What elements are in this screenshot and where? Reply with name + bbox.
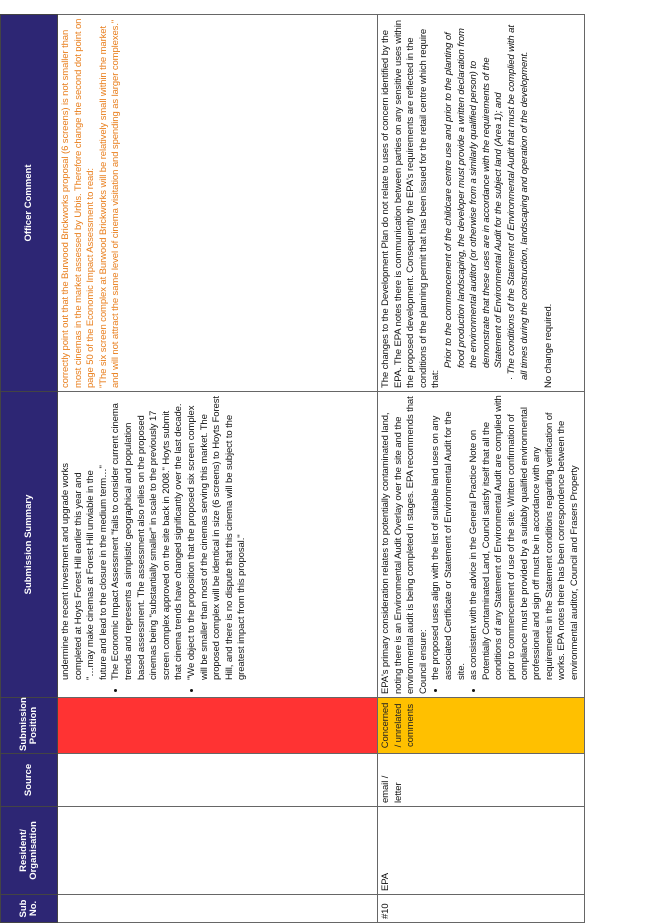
sub-no-cell bbox=[58, 895, 378, 923]
summary-bullets bbox=[430, 395, 581, 694]
summary-bullets bbox=[110, 395, 249, 694]
summary-bullet: • "We object to the proposition that the proposed six screen complex will be smaller than most of the cinemas serving this market. The proposed complex will be identical in size (6 screens) to Hoyts Forest Hill, and there is no dispute that this cinema will be subject to the greatest impact from this proposal." bbox=[186, 395, 249, 680]
comment-quote: "The six screen complex at Burwood Brickworks will be relatively small within the market and will not attract the same level of cinema visitation and spending as larger complexes." bbox=[97, 19, 122, 388]
comment-condition: Prior to the commencement of the childcare centre use and prior to the planting of food production landscaping, the developer must provide a written declaration from the environmental auditor (or otherwise from a similarly qualified person) to demonstrate that these uses are in accordance with the requirements of the Statement of Environmental Audit for the subject land (Area 1); and bbox=[442, 28, 505, 368]
summary-line: future and lead to the closure in the medium term…" bbox=[97, 465, 109, 680]
summary-cell bbox=[58, 392, 378, 698]
col-header-summary: Submission Summary bbox=[1, 392, 58, 698]
position-cell bbox=[58, 698, 378, 754]
col-header-resident: Resident/ Organisation bbox=[1, 807, 58, 895]
summary-bullet: • the proposed uses align with the list of suitable land uses on any associated Certificate or Statement of Environmental Audit for the site. bbox=[430, 395, 468, 680]
summary-line: "…may make cinemas at Forest Hill unviable in the bbox=[85, 470, 97, 680]
position-cell: Concerned / unrelated comments bbox=[378, 698, 585, 754]
summary-bullet: • The Economic Impact Assessment "fails to consider current cinema trends and represents a simplistic geographical and population based assessment. The assessment also relies on the proposed cinemas being "substantially smaller" in scale to the previously 17 screen complex approved on the site back in 2008." Hoyts submit that cinema trends have changed significantly over the last decade. bbox=[110, 395, 186, 680]
col-header-position: Submission Position bbox=[1, 698, 58, 754]
resident-cell: EPA bbox=[378, 807, 585, 895]
source-cell: email / letter bbox=[378, 754, 585, 807]
summary-cell bbox=[378, 392, 585, 698]
comment-intro: The changes to the Development Plan do not relate to uses of concern identified by the EPA. The EPA notes there is communication between parties on any sensitive uses within the proposed development. Consequently the EPA's requirements are reflected in the conditions of the planning permit that has been issued for the retail centre which require that: bbox=[380, 20, 442, 388]
col-header-sub-no: Sub No. bbox=[1, 895, 58, 923]
spacer bbox=[531, 18, 543, 388]
summary-line: undermine the recent investment and upgrade works bbox=[60, 463, 71, 680]
summary-line: completed at Hoyts Forest Hill earlier this year and bbox=[72, 472, 84, 680]
submissions-table bbox=[0, 14, 585, 923]
table-header-row bbox=[1, 15, 58, 923]
comment-conclusion: No change required. bbox=[543, 303, 555, 388]
comment-intro: correctly point out that the Burwood Brickworks proposal (6 screens) is not smaller than most cinemas in the market assessed by Urbis. Therefore change the second dot point on page 50 of the Economic Impact Assessment to read: bbox=[60, 18, 97, 388]
summary-bullet: • as consistent with the advice in the General Practice Note on Potentially Contaminated Land, Council satisfy itself that all the conditions of any Statement of Environmental Audit are complied with prior to commencement of use of the site. Written confirmation of compliance must be provided by a suitably qualified environmental professional and sign off must be in accordance with any requirements in the Statement conditions regarding verification of works. EPA notes there has been correspondence between the environmental auditor, Council and Frasers Property bbox=[468, 395, 581, 680]
summary-intro: EPA's primary consideration relates to potentially contaminated land, noting there is an Environmental Audit Overlay over the site and the environmental audit is being completed in stages. EPA recommends that Council ensure: bbox=[380, 396, 429, 694]
sub-no-cell: #10 bbox=[378, 895, 585, 923]
table-row bbox=[58, 15, 378, 923]
comment-condition: · The conditions of the Statement of Environmental Audit that must be complied with at all times during the construction, landscaping and operation of the development. bbox=[505, 25, 530, 380]
col-header-source: Source bbox=[1, 754, 58, 807]
resident-cell bbox=[58, 807, 378, 895]
table-row bbox=[378, 15, 585, 923]
source-cell bbox=[58, 754, 378, 807]
comment-cell bbox=[58, 15, 378, 392]
col-header-comment: Officer Comment bbox=[1, 15, 58, 392]
comment-cell bbox=[378, 15, 585, 392]
